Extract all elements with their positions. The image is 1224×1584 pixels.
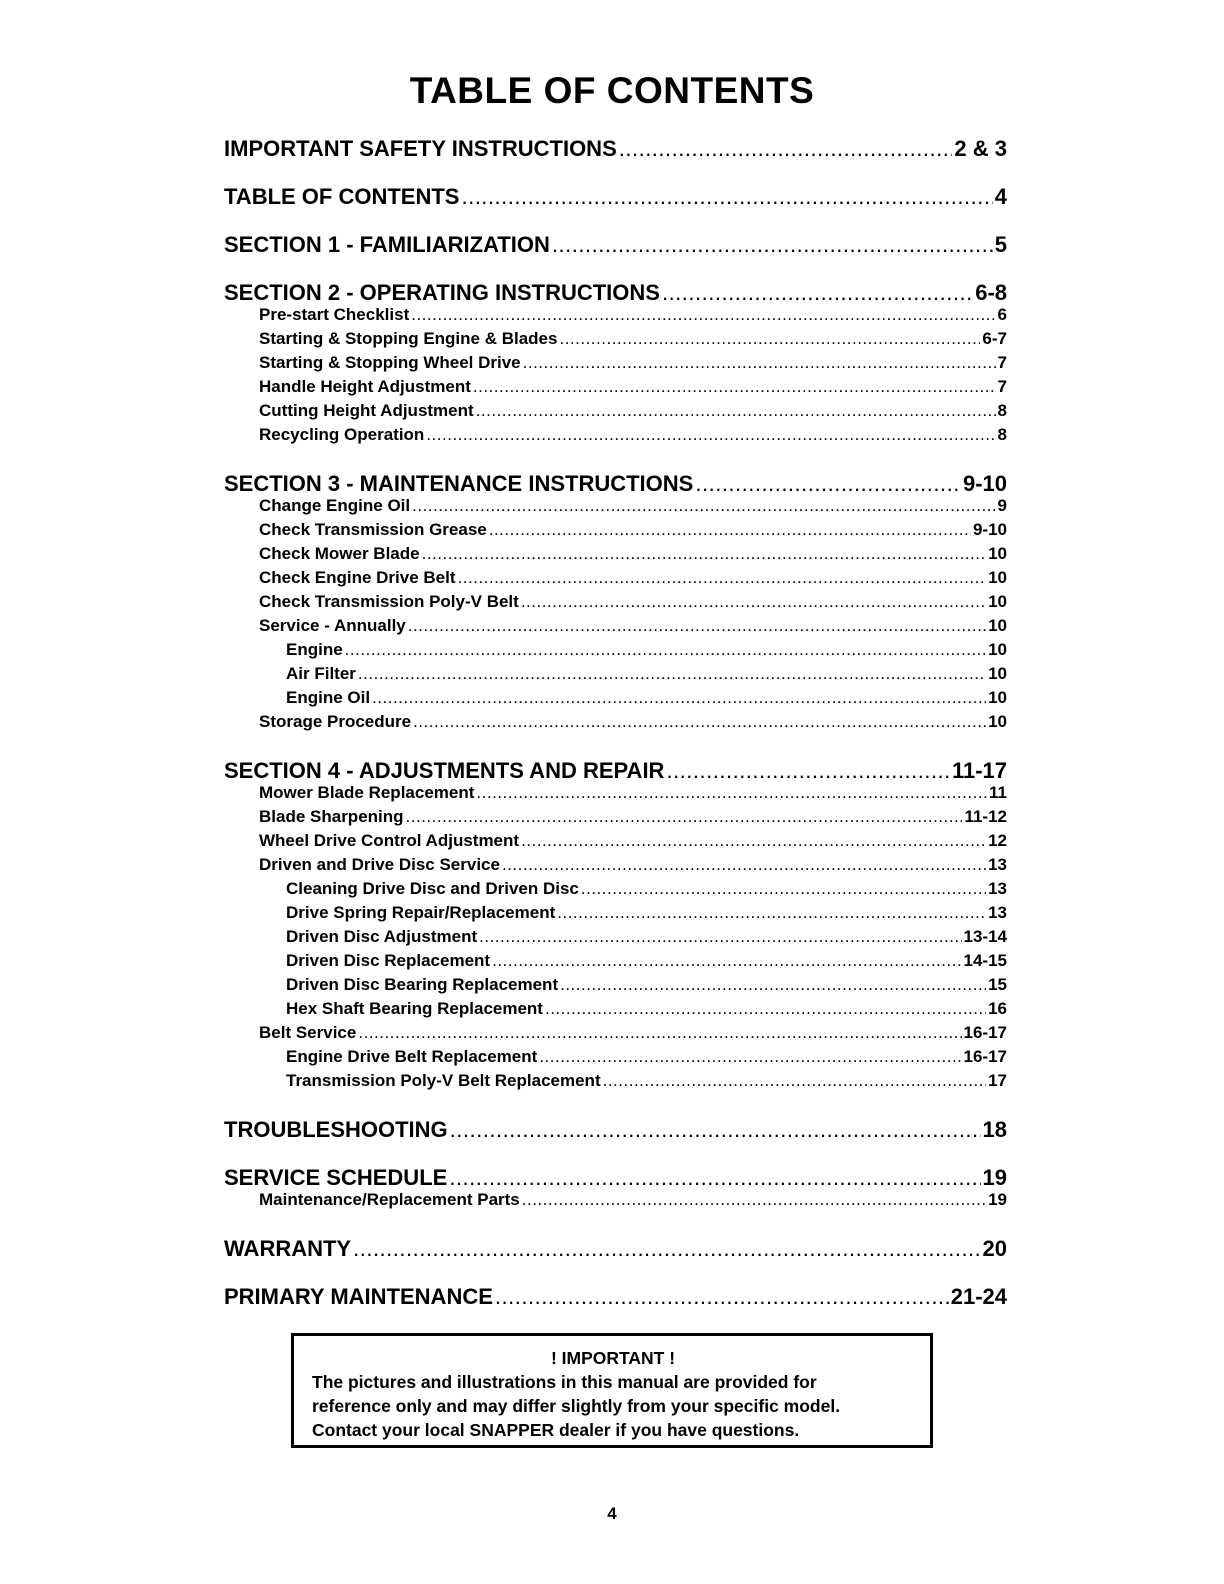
toc-entry-page: 5 (994, 232, 1007, 257)
toc-entry (224, 280, 1007, 306)
toc-dot-leader (559, 329, 980, 349)
toc-entry-title: SECTION 4 - ADJUSTMENTS AND REPAIR (224, 758, 665, 783)
toc-entry-page: 21-24 (950, 1284, 1007, 1309)
toc-entry-page: 12 (988, 831, 1007, 850)
toc-dot-leader (411, 305, 995, 325)
toc-dot-leader (473, 377, 996, 397)
toc-entry-title: Transmission Poly-V Belt Replacement (286, 1071, 601, 1090)
toc-entry (259, 831, 1007, 851)
toc-entry-title: IMPORTANT SAFETY INSTRUCTIONS (224, 136, 617, 161)
toc-entry (224, 471, 1007, 497)
toc-dot-leader (476, 401, 996, 421)
toc-entry (259, 425, 1007, 445)
toc-entry-page: 10 (988, 592, 1007, 611)
toc-entry (259, 544, 1007, 564)
toc-entry-page: 17 (988, 1071, 1007, 1090)
toc-dot-leader (489, 520, 971, 540)
toc-entry-page: 11-12 (964, 807, 1007, 826)
toc-entry (259, 353, 1007, 373)
toc-entry-title: Driven Disc Replacement (286, 951, 491, 970)
toc-entry-title: Drive Spring Repair/Replacement (286, 903, 556, 922)
toc-dot-leader (521, 592, 986, 612)
toc-entry-title: SECTION 3 - MAINTENANCE INSTRUCTIONS (224, 471, 694, 496)
notice-heading: ! IMPORTANT ! (550, 1348, 676, 1368)
toc-entry-title: Mower Blade Replacement (259, 783, 475, 802)
toc-entry (259, 305, 1007, 325)
toc-entry-title: Storage Procedure (259, 712, 412, 731)
toc-entry-page: 16-17 (963, 1047, 1007, 1066)
toc-entry-title: Cleaning Drive Disc and Driven Disc (286, 879, 579, 898)
toc-entry-title: Check Transmission Poly-V Belt (259, 592, 519, 611)
toc-entry-page: 13 (988, 879, 1007, 898)
toc-entry (259, 377, 1007, 397)
toc-entry (224, 1284, 1007, 1310)
toc-dot-leader (560, 975, 986, 995)
toc-entry-page: 19 (988, 1190, 1007, 1209)
toc-entry-page: 14-15 (963, 951, 1007, 970)
toc-entry (224, 1236, 1007, 1262)
toc-dot-leader (695, 471, 961, 497)
toc-entry (259, 592, 1007, 612)
toc-entry-title: SECTION 1 - FAMILIARIZATION (224, 232, 550, 257)
toc-entry-title: Driven Disc Adjustment (286, 927, 478, 946)
toc-dot-leader (521, 831, 986, 851)
toc-entry-title: Belt Service (259, 1023, 357, 1042)
toc-entry-title: Engine Drive Belt Replacement (286, 1047, 538, 1066)
toc-entry (286, 688, 1007, 708)
toc-dot-leader (479, 927, 961, 947)
toc-entry (259, 401, 1007, 421)
toc-entry-title: Engine (286, 640, 343, 659)
toc-entry-page: 7 (997, 377, 1007, 396)
toc-dot-leader (492, 951, 961, 971)
toc-entry-page: 10 (988, 712, 1007, 731)
notice-line: The pictures and illustrations in this manual are provided for (312, 1372, 817, 1392)
toc-dot-leader (408, 616, 986, 636)
toc-dot-leader (358, 1023, 961, 1043)
toc-dot-leader (413, 712, 986, 732)
toc-entry-title: Change Engine Oil (259, 496, 411, 515)
toc-dot-leader (581, 879, 986, 899)
page-title: TABLE OF CONTENTS (409, 70, 815, 111)
toc-entry-page: 10 (988, 544, 1007, 563)
toc-dot-leader (450, 1117, 981, 1143)
page-number: 4 (607, 1504, 617, 1523)
toc-entry-page: 11-17 (951, 758, 1007, 783)
toc-entry-title: Driven Disc Bearing Replacement (286, 975, 559, 994)
toc-entry-title: Hex Shaft Bearing Replacement (286, 999, 543, 1018)
toc-entry (259, 520, 1007, 540)
toc-dot-leader (422, 544, 986, 564)
toc-entry-title: PRIMARY MAINTENANCE (224, 1284, 493, 1309)
toc-entry-title: Maintenance/Replacement Parts (259, 1190, 520, 1209)
toc-entry (286, 903, 1007, 923)
toc-dot-leader (372, 688, 986, 708)
toc-dot-leader (545, 999, 986, 1019)
toc-entry-title: Wheel Drive Control Adjustment (259, 831, 520, 850)
toc-entry-title: Engine Oil (286, 688, 371, 707)
toc-dot-leader (619, 136, 953, 162)
toc-dot-leader (353, 1236, 980, 1262)
toc-entry (259, 568, 1007, 588)
toc-dot-leader (458, 568, 987, 588)
toc-entry-title: SECTION 2 - OPERATING INSTRUCTIONS (224, 280, 660, 305)
toc-dot-leader (495, 1284, 949, 1310)
toc-entry-page: 4 (994, 184, 1007, 209)
toc-dot-leader (345, 640, 986, 660)
toc-entry-title: Driven and Drive Disc Service (259, 855, 500, 874)
toc-entry-title: Cutting Height Adjustment (259, 401, 474, 420)
toc-dot-leader (522, 1190, 986, 1210)
toc-entry (224, 136, 1007, 162)
toc-entry-title: Service - Annually (259, 616, 406, 635)
toc-entry-title: Check Transmission Grease (259, 520, 487, 539)
toc-entry (286, 999, 1007, 1019)
toc-entry-title: Handle Height Adjustment (259, 377, 471, 396)
toc-entry (224, 1165, 1007, 1191)
toc-dot-leader (603, 1071, 986, 1091)
toc-entry-page: 9 (997, 496, 1007, 515)
toc-entry (286, 879, 1007, 899)
toc-dot-leader (449, 1165, 980, 1191)
toc-entry-page: 13 (988, 903, 1007, 922)
toc-entry (259, 1023, 1007, 1043)
toc-dot-leader (662, 280, 973, 306)
toc-entry-page: 13 (988, 855, 1007, 874)
toc-entry (286, 927, 1007, 947)
toc-entry-page: 9-10 (972, 520, 1007, 539)
toc-entry-page: 8 (997, 401, 1007, 420)
toc-entry (286, 640, 1007, 660)
toc-entry (259, 807, 1007, 827)
toc-entry-page: 15 (988, 975, 1007, 994)
toc-entry-page: 10 (988, 664, 1007, 683)
toc-entry (286, 1047, 1007, 1067)
toc-entry-page: 19 (982, 1165, 1007, 1190)
toc-entry-title: Pre-start Checklist (259, 305, 410, 324)
notice-line: reference only and may differ slightly from your specific model. (312, 1396, 841, 1416)
toc-entry (286, 975, 1007, 995)
toc-entry (286, 951, 1007, 971)
toc-entry (224, 758, 1007, 784)
toc-entry-page: 7 (997, 353, 1007, 372)
toc-entry-page: 10 (988, 688, 1007, 707)
toc-entry-page: 16 (988, 999, 1007, 1018)
toc-entry-title: Starting & Stopping Engine & Blades (259, 329, 558, 348)
toc-dot-leader (557, 903, 986, 923)
toc-entry-title: WARRANTY (224, 1236, 352, 1261)
toc-entry (224, 1117, 1007, 1143)
toc-dot-leader (502, 855, 986, 875)
toc-dot-leader (426, 425, 995, 445)
toc-dot-leader (476, 783, 987, 803)
toc-dot-leader (358, 664, 986, 684)
toc-entry-title: Starting & Stopping Wheel Drive (259, 353, 521, 372)
toc-entry-title: Recycling Operation (259, 425, 425, 444)
toc-entry-title: TROUBLESHOOTING (224, 1117, 448, 1142)
toc-entry-title: Check Mower Blade (259, 544, 420, 563)
toc-entry-page: 9-10 (962, 471, 1007, 496)
toc-entry-title: Air Filter (286, 664, 356, 683)
toc-entry (286, 1071, 1007, 1091)
toc-entry-page: 18 (982, 1117, 1007, 1142)
toc-entry (286, 664, 1007, 684)
toc-entry-title: Blade Sharpening (259, 807, 404, 826)
toc-dot-leader (406, 807, 963, 827)
toc-entry (259, 329, 1007, 349)
toc-entry-page: 11 (989, 783, 1007, 802)
toc-entry-title: TABLE OF CONTENTS (224, 184, 460, 209)
toc-entry-page: 10 (988, 568, 1007, 587)
important-notice-box (291, 1333, 933, 1448)
toc-entry (259, 783, 1007, 803)
toc-entry-page: 6-8 (975, 280, 1007, 305)
toc-dot-leader (539, 1047, 961, 1067)
toc-dot-leader (666, 758, 949, 784)
toc-dot-leader (523, 353, 996, 373)
toc-entry (259, 496, 1007, 516)
toc-entry (259, 1190, 1007, 1210)
toc-entry-page: 8 (997, 425, 1007, 444)
toc-entry-page: 6 (997, 305, 1007, 324)
toc-entry-page: 10 (988, 640, 1007, 659)
toc-entry-page: 2 & 3 (954, 136, 1007, 161)
toc-entry-page: 13-14 (963, 927, 1007, 946)
toc-entry (259, 616, 1007, 636)
toc-entry (224, 232, 1007, 258)
toc-dot-leader (552, 232, 993, 258)
toc-entry-title: Check Engine Drive Belt (259, 568, 456, 587)
toc-entry (259, 712, 1007, 732)
toc-entry-page: 6-7 (982, 329, 1007, 348)
toc-entry (224, 184, 1007, 210)
notice-line: Contact your local SNAPPER dealer if you have questions. (312, 1420, 800, 1440)
toc-entry-page: 10 (988, 616, 1007, 635)
toc-dot-leader (461, 184, 992, 210)
toc-entry-page: 16-17 (963, 1023, 1007, 1042)
toc-entry-page: 20 (982, 1236, 1007, 1261)
toc-dot-leader (412, 496, 995, 516)
toc-entry-title: SERVICE SCHEDULE (224, 1165, 448, 1190)
toc-entry (259, 855, 1007, 875)
